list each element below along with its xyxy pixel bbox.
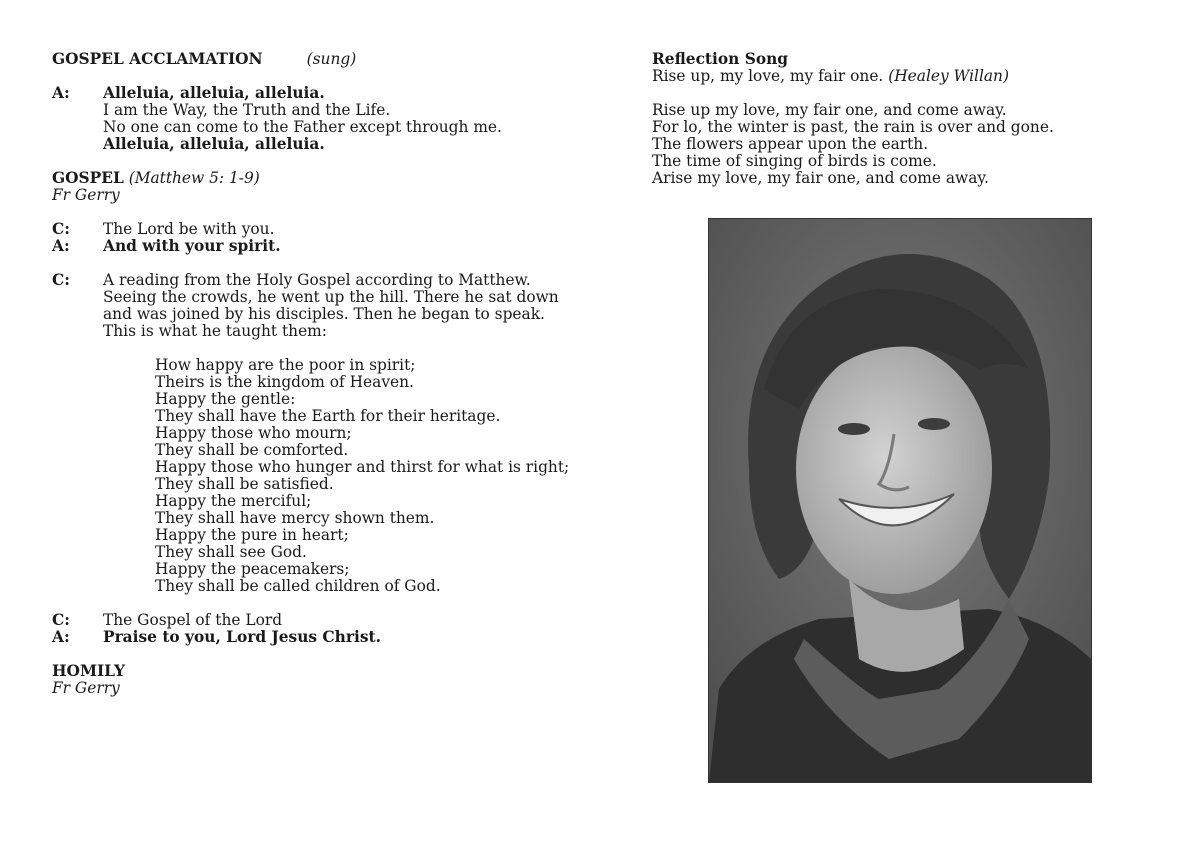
beatitude-line: Happy the gentle: bbox=[155, 390, 296, 408]
reading-line: This is what he taught them: bbox=[103, 322, 327, 340]
beatitude-line: They shall be comforted. bbox=[155, 441, 349, 459]
beatitude-line: They shall see God. bbox=[155, 543, 307, 561]
reading-line: and was joined by his disciples. Then he began to speak. bbox=[103, 305, 545, 323]
portrait-illustration bbox=[709, 219, 1091, 782]
acclamation-line: I am the Way, the Truth and the Life. bbox=[103, 101, 391, 119]
homily-celebrant: Fr Gerry bbox=[52, 679, 120, 697]
beatitude-line: Happy the peacemakers; bbox=[155, 560, 350, 578]
speaker-label: A: bbox=[52, 628, 70, 646]
homily-heading: HOMILY bbox=[52, 662, 126, 680]
reflection-composer: (Healey Willan) bbox=[888, 67, 1009, 85]
dialogue-line bbox=[52, 238, 612, 255]
speaker-label: C: bbox=[52, 611, 70, 629]
acclamation-text: Alleluia, alleluia, alleluia. bbox=[103, 84, 325, 102]
speaker-label: C: bbox=[52, 220, 70, 238]
beatitude-line: They shall be satisfied. bbox=[155, 475, 334, 493]
portrait-photo bbox=[708, 218, 1092, 783]
reflection-heading: Reflection Song bbox=[652, 50, 789, 68]
lyric-line: Arise my love, my fair one, and come away. bbox=[652, 169, 989, 187]
reading-line bbox=[52, 272, 612, 289]
gospel-heading: GOSPEL bbox=[52, 169, 124, 187]
gospel-celebrant: Fr Gerry bbox=[52, 186, 120, 204]
reading-line: Seeing the crowds, he went up the hill. There he sat down bbox=[103, 288, 559, 306]
lyric-line: For lo, the winter is past, the rain is over and gone. bbox=[652, 118, 1054, 136]
lyric-line: The time of singing of birds is come. bbox=[652, 152, 937, 170]
beatitude-line: Happy the pure in heart; bbox=[155, 526, 349, 544]
left-column bbox=[52, 51, 612, 697]
beatitude-line: Happy those who mourn; bbox=[155, 424, 352, 442]
acclamation-sung-note: (sung) bbox=[306, 50, 357, 68]
beatitude-line: Theirs is the kingdom of Heaven. bbox=[155, 373, 414, 391]
speaker-label: C: bbox=[52, 271, 70, 289]
beatitude-line: How happy are the poor in spirit; bbox=[155, 356, 416, 374]
beatitude-line: Happy the merciful; bbox=[155, 492, 312, 510]
dialogue-text: The Lord be with you. bbox=[103, 220, 275, 238]
gospel-heading-row bbox=[52, 170, 612, 187]
reflection-subtitle: Rise up, my love, my fair one. bbox=[652, 67, 884, 85]
closing-text: The Gospel of the Lord bbox=[103, 611, 283, 629]
beatitude-line: They shall be called children of God. bbox=[155, 577, 441, 595]
dialogue-text: And with your spirit. bbox=[103, 237, 281, 255]
dialogue-line bbox=[52, 221, 612, 238]
acclamation-line: Alleluia, alleluia, alleluia. bbox=[103, 135, 325, 153]
beatitude-line: Happy those who hunger and thirst for what is right; bbox=[155, 458, 570, 476]
lyric-line: Rise up my love, my fair one, and come away. bbox=[652, 101, 1007, 119]
response-label: A: bbox=[52, 84, 70, 102]
acclamation-heading: GOSPEL ACCLAMATION bbox=[52, 50, 263, 68]
reflection-subtitle-row bbox=[652, 68, 1152, 85]
gospel-reference: (Matthew 5: 1-9) bbox=[128, 169, 260, 187]
closing-line bbox=[52, 612, 612, 629]
acclamation-heading-row bbox=[52, 51, 612, 68]
lyric-line: The flowers appear upon the earth. bbox=[652, 135, 929, 153]
reading-text: A reading from the Holy Gospel according to Matthew. bbox=[103, 271, 531, 289]
beatitude-line: They shall have mercy shown them. bbox=[155, 509, 435, 527]
acclamation-line bbox=[52, 85, 612, 102]
right-column bbox=[652, 51, 1152, 187]
closing-line bbox=[52, 629, 612, 646]
acclamation-line: No one can come to the Father except through me. bbox=[103, 118, 502, 136]
closing-text: Praise to you, Lord Jesus Christ. bbox=[103, 628, 381, 646]
beatitude-line: They shall have the Earth for their heritage. bbox=[155, 407, 501, 425]
speaker-label: A: bbox=[52, 237, 70, 255]
